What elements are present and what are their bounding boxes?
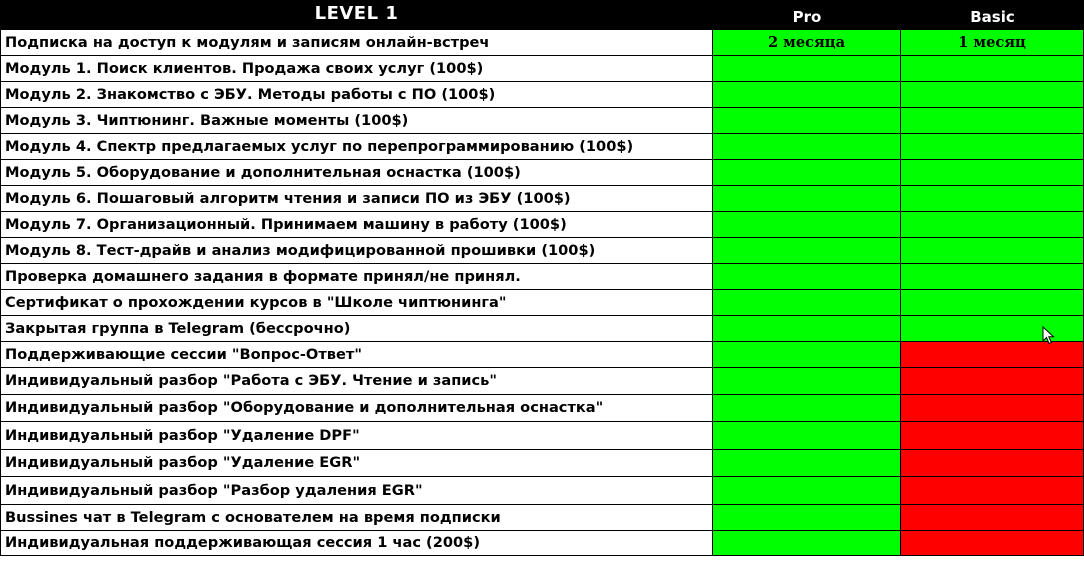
- table-body: [0, 30, 1084, 556]
- table-row: [0, 160, 1084, 186]
- basic-status-cell: [901, 82, 1084, 107]
- pro-status-cell: [713, 56, 901, 81]
- feature-cell: Подписка на доступ к модулям и записям онлайн-встреч: [0, 30, 713, 55]
- table-row: [0, 82, 1084, 108]
- feature-cell: Индивидуальный разбор "Удаление DPF": [0, 422, 713, 449]
- basic-status-cell: [901, 186, 1084, 211]
- basic-status-cell: [901, 316, 1084, 341]
- plan-header-basic: Basic: [970, 8, 1015, 26]
- pro-status-cell: [713, 477, 901, 504]
- table-row: [0, 342, 1084, 368]
- pro-status-cell: [713, 186, 901, 211]
- feature-cell: Модуль 8. Тест-драйв и анализ модифицированной прошивки (100$): [0, 238, 713, 263]
- basic-status-cell: [901, 531, 1084, 555]
- basic-status-cell: [901, 342, 1084, 367]
- table-row: [0, 531, 1084, 556]
- basic-status-cell: [901, 368, 1084, 394]
- feature-cell: Модуль 4. Спектр предлагаемых услуг по перепрограммированию (100$): [0, 134, 713, 159]
- plan-header-pro: Pro: [792, 8, 822, 26]
- table-row: [0, 422, 1084, 450]
- table-row: [0, 395, 1084, 422]
- basic-status-cell: [901, 212, 1084, 237]
- pro-status-cell: [713, 134, 901, 159]
- feature-cell: Модуль 3. Чиптюнинг. Важные моменты (100$): [0, 108, 713, 133]
- table-row: [0, 477, 1084, 505]
- feature-cell: Индивидуальный разбор "Работа с ЭБУ. Чтение и запись": [0, 368, 713, 394]
- feature-cell: Проверка домашнего задания в формате принял/не принял.: [0, 264, 713, 289]
- pro-status-cell: [713, 160, 901, 185]
- basic-status-cell: [901, 450, 1084, 476]
- table-row: [0, 264, 1084, 290]
- feature-cell: Модуль 2. Знакомство с ЭБУ. Методы работы с ПО (100$): [0, 82, 713, 107]
- pro-status-cell: [713, 450, 901, 476]
- feature-cell: Индивидуальный разбор "Разбор удаления EGR": [0, 477, 713, 504]
- table-row: [0, 108, 1084, 134]
- basic-status-cell: [901, 505, 1084, 530]
- pro-status-cell: 2 месяца: [713, 30, 901, 55]
- feature-cell: Bussines чат в Telegram с основателем на время подписки: [0, 505, 713, 530]
- pro-status-cell: [713, 531, 901, 555]
- pro-status-cell: [713, 82, 901, 107]
- table-row: [0, 290, 1084, 316]
- table-row: [0, 186, 1084, 212]
- basic-status-cell: [901, 422, 1084, 449]
- pro-status-cell: [713, 422, 901, 449]
- basic-status-cell: [901, 264, 1084, 289]
- feature-cell: Закрытая группа в Telegram (бессрочно): [0, 316, 713, 341]
- basic-status-cell: [901, 108, 1084, 133]
- table-row: [0, 56, 1084, 82]
- pro-status-cell: [713, 368, 901, 394]
- pro-status-cell: [713, 505, 901, 530]
- table-header: [0, 0, 1084, 30]
- table-row: [0, 450, 1084, 477]
- basic-status-cell: [901, 160, 1084, 185]
- feature-cell: Индивидуальный разбор "Оборудование и дополнительная оснастка": [0, 395, 713, 421]
- feature-cell: Модуль 7. Организационный. Принимаем машину в работу (100$): [0, 212, 713, 237]
- table-row: [0, 505, 1084, 531]
- basic-status-cell: 1 месяц: [901, 30, 1084, 55]
- table-row: [0, 134, 1084, 160]
- table-row: [0, 368, 1084, 395]
- feature-cell: Индивидуальная поддерживающая сессия 1 час (200$): [0, 531, 713, 555]
- table-row: [0, 212, 1084, 238]
- pro-status-cell: [713, 108, 901, 133]
- feature-cell: Модуль 5. Оборудование и дополнительная оснастка (100$): [0, 160, 713, 185]
- table-row: [0, 316, 1084, 342]
- pro-status-cell: [713, 290, 901, 315]
- pro-status-cell: [713, 342, 901, 367]
- basic-status-cell: [901, 134, 1084, 159]
- table-row: [0, 238, 1084, 264]
- feature-cell: Индивидуальный разбор "Удаление EGR": [0, 450, 713, 476]
- feature-cell: Модуль 6. Пошаговый алгоритм чтения и записи ПО из ЭБУ (100$): [0, 186, 713, 211]
- basic-status-cell: [901, 477, 1084, 504]
- feature-cell: Модуль 1. Поиск клиентов. Продажа своих услуг (100$): [0, 56, 713, 81]
- table-row: [0, 30, 1084, 56]
- pro-status-cell: [713, 395, 901, 421]
- feature-cell: Сертификат о прохождении курсов в "Школе чиптюнинга": [0, 290, 713, 315]
- feature-cell: Поддерживающие сессии "Вопрос-Ответ": [0, 342, 713, 367]
- pro-status-cell: [713, 212, 901, 237]
- basic-status-cell: [901, 238, 1084, 263]
- pro-status-cell: [713, 238, 901, 263]
- basic-status-cell: [901, 56, 1084, 81]
- level-title: LEVEL 1: [314, 3, 399, 24]
- basic-status-cell: [901, 395, 1084, 421]
- basic-status-cell: [901, 290, 1084, 315]
- pro-status-cell: [713, 316, 901, 341]
- pro-status-cell: [713, 264, 901, 289]
